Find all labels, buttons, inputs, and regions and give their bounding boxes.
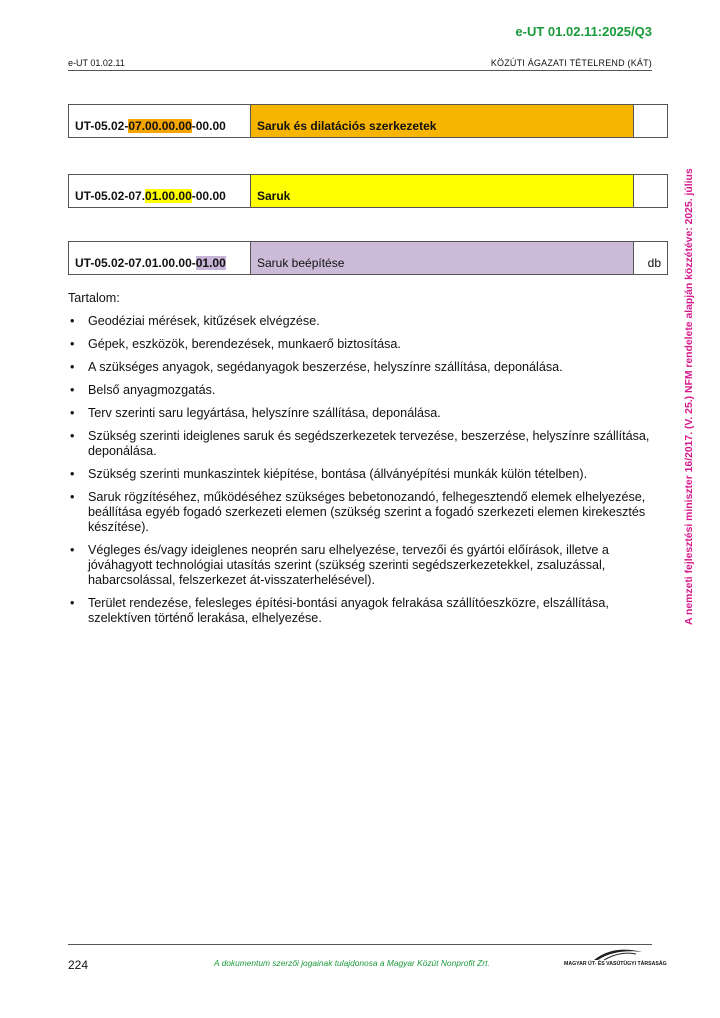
item-code: UT-05.02-07.00.00.00-00.00 — [69, 105, 251, 138]
copyright-notice: A dokumentum szerzői jogainak tulajdonosa a Magyar Közút Nonprofit Zrt. — [214, 958, 490, 968]
list-item: • Geodéziai mérések, kitűzések elvégzése. — [70, 314, 320, 328]
bullet-icon: • — [70, 406, 75, 420]
bullet-icon: • — [70, 360, 75, 374]
document-code: e-UT 01.02.11:2025/Q3 — [515, 24, 652, 39]
bullet-icon: • — [70, 383, 75, 397]
bullet-icon: • — [70, 543, 75, 557]
list-item: • Saruk rögzítéséhez, működéséhez szükséges bebetonozandó, felhegesztendő elemek elhelyezése, beállítása egyéb fogadó szerkezeti elemen (szükség szerint a fogadó szerkezeti elemen kirekesztés készítése). — [70, 490, 646, 534]
header-divider — [68, 70, 652, 71]
road-swoosh-icon — [564, 946, 654, 962]
bullet-icon: • — [70, 467, 75, 481]
list-item: • Terv szerinti saru legyártása, helyszínre szállítása, deponálása. — [70, 406, 441, 420]
item-title: Saruk — [251, 175, 634, 208]
list-item: • Belső anyagmozgatás. — [70, 383, 216, 397]
page-number: 224 — [68, 958, 89, 972]
header-right: KÖZÚTI ÁGAZATI TÉTELREND (KÁT) — [490, 58, 652, 68]
society-logo — [564, 946, 667, 970]
list-item: • Terület rendezése, felesleges építési-bontási anyagok felrakása szállítóeszközre, elszállítása, szelektíven történő lerakása, elhelyezése. — [70, 596, 609, 625]
content-list — [68, 314, 658, 634]
bullet-icon: • — [70, 490, 75, 504]
list-item: • A szükséges anyagok, segédanyagok beszerzése, helyszínre szállítása, deponálása. — [70, 360, 563, 374]
bullet-icon: • — [70, 314, 75, 328]
content-heading: Tartalom: — [68, 291, 120, 305]
item-row-level1 — [68, 104, 668, 138]
item-row-level3 — [68, 241, 668, 275]
item-title: Saruk és dilatációs szerkezetek — [251, 105, 634, 138]
item-row-level2 — [68, 174, 668, 208]
side-note-text: A nemzeti fejlesztési miniszter 16/2017. (V. 25.) NFM rendelete alapján közzétéve: 2025. július — [684, 168, 695, 625]
bullet-icon: • — [70, 596, 75, 610]
bullet-icon: • — [70, 429, 75, 443]
item-unit: db — [634, 242, 668, 275]
header-left: e-UT 01.02.11 — [68, 58, 125, 68]
item-unit — [634, 175, 668, 208]
list-item: • Végleges és/vagy ideiglenes neoprén saru elhelyezése, tervezői és gyártói előírások, illetve a jóváhagyott technológiai utasítás szerint (szükség szerinti segédszerkezetekkel, zsaluzással, habarcsolással, felszerkezet át-visszaterhelésével). — [70, 543, 609, 587]
item-unit — [634, 105, 668, 138]
item-title: Saruk beépítése — [251, 242, 634, 275]
logo-text: MAGYAR ÚT- ÉS VASÚTÜGYI TÁRSASÁG — [564, 961, 667, 967]
footer-divider — [68, 944, 652, 945]
list-item: • Gépek, eszközök, berendezések, munkaerő biztosítása. — [70, 337, 401, 351]
list-item: • Szükség szerinti munkaszintek kiépítése, bontása (állványépítési munkák külön tételben). — [70, 467, 588, 481]
item-code: UT-05.02-07.01.00.00-00.00 — [69, 175, 251, 208]
list-item: • Szükség szerinti ideiglenes saruk és segédszerkezetek tervezése, beszerzése, helyszínre szállítása, deponálása. — [70, 429, 650, 458]
item-code: UT-05.02-07.01.00.00-01.00 — [69, 242, 251, 275]
bullet-icon: • — [70, 337, 75, 351]
